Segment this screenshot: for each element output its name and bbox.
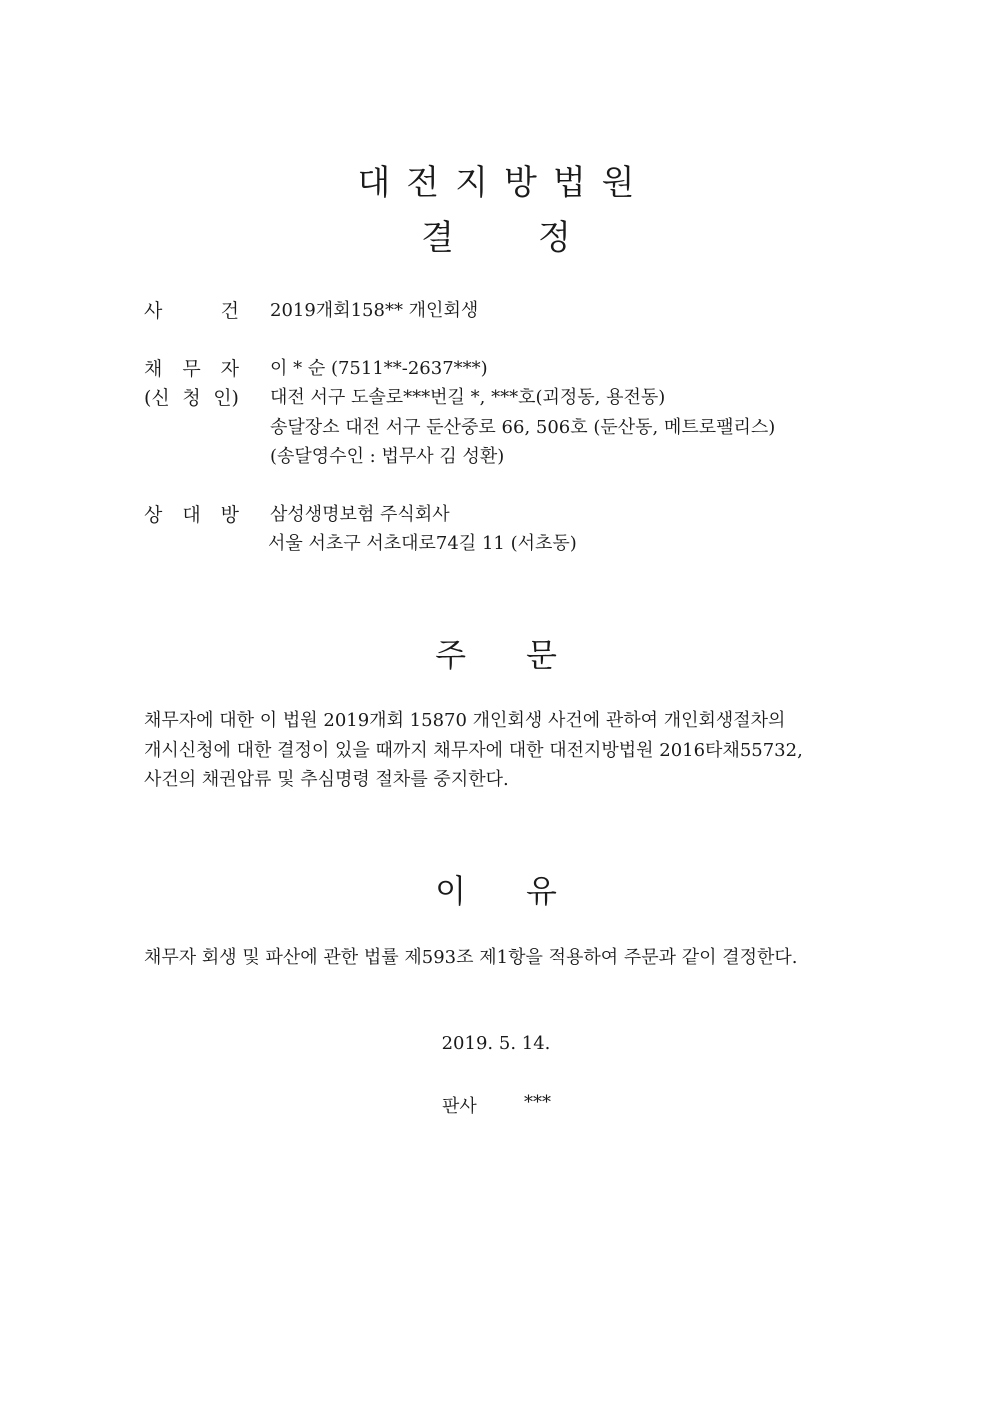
applicant-label xyxy=(144,383,239,410)
judge-label: 판사 xyxy=(442,1096,477,1117)
debtor-name: 이 * 순 (7511**-2637***) xyxy=(270,358,488,379)
counterparty-address: 서울 서초구 서초대로74길 11 (서초동) xyxy=(268,533,577,554)
reason-text: 채무자 회생 및 파산에 관한 법률 제593조 제1항을 적용하여 주문과 같이 결정한다. xyxy=(144,947,798,968)
document-title: 결정 xyxy=(421,218,655,258)
order-line: 사건의 채권압류 및 추심명령 절차를 중지한다. xyxy=(144,769,509,790)
judge-name: *** xyxy=(524,1092,551,1113)
case-label-char: 사 xyxy=(144,300,163,322)
debtor-label-char: 채 xyxy=(144,358,163,380)
delivery-place: 송달장소 대전 서구 둔산중로 66, 506호 (둔산동, 메트로팰리스) xyxy=(270,417,776,438)
debtor-label-char: 자 xyxy=(220,358,239,380)
counterparty-label-char: 상 xyxy=(144,504,163,526)
case-number: 2019개회158** 개인회생 xyxy=(270,300,479,321)
debtor-label-char: 무 xyxy=(182,358,201,380)
counterparty-label-char: 방 xyxy=(220,504,239,526)
order-heading: 주문 xyxy=(435,636,617,674)
applicant-label-char: (신 xyxy=(144,387,170,409)
decision-date: 2019. 5. 14. xyxy=(441,1033,551,1054)
applicant-label-char: 청 xyxy=(182,387,201,409)
debtor-address: 대전 서구 도솔로***번길 *, ***호(괴정동, 용전동) xyxy=(270,387,666,408)
court-name: 대전지방법원 xyxy=(357,163,651,203)
case-label-char: 건 xyxy=(220,300,239,322)
debtor-label xyxy=(144,354,239,381)
counterparty-name: 삼성생명보험 주식회사 xyxy=(270,504,450,525)
counterparty-label xyxy=(144,500,239,527)
counterparty-label-char: 대 xyxy=(182,504,201,526)
applicant-label-char: 인) xyxy=(213,387,239,409)
order-line: 채무자에 대한 이 법원 2019개회 15870 개인회생 사건에 관하여 개인회생절차의 xyxy=(144,710,786,731)
reason-heading: 이유 xyxy=(435,872,617,910)
order-line: 개시신청에 대한 결정이 있을 때까지 채무자에 대한 대전지방법원 2016타채55732, xyxy=(144,740,803,761)
case-label xyxy=(144,296,239,323)
delivery-receiver: (송달영수인 : 법무사 김 성환) xyxy=(270,446,505,467)
